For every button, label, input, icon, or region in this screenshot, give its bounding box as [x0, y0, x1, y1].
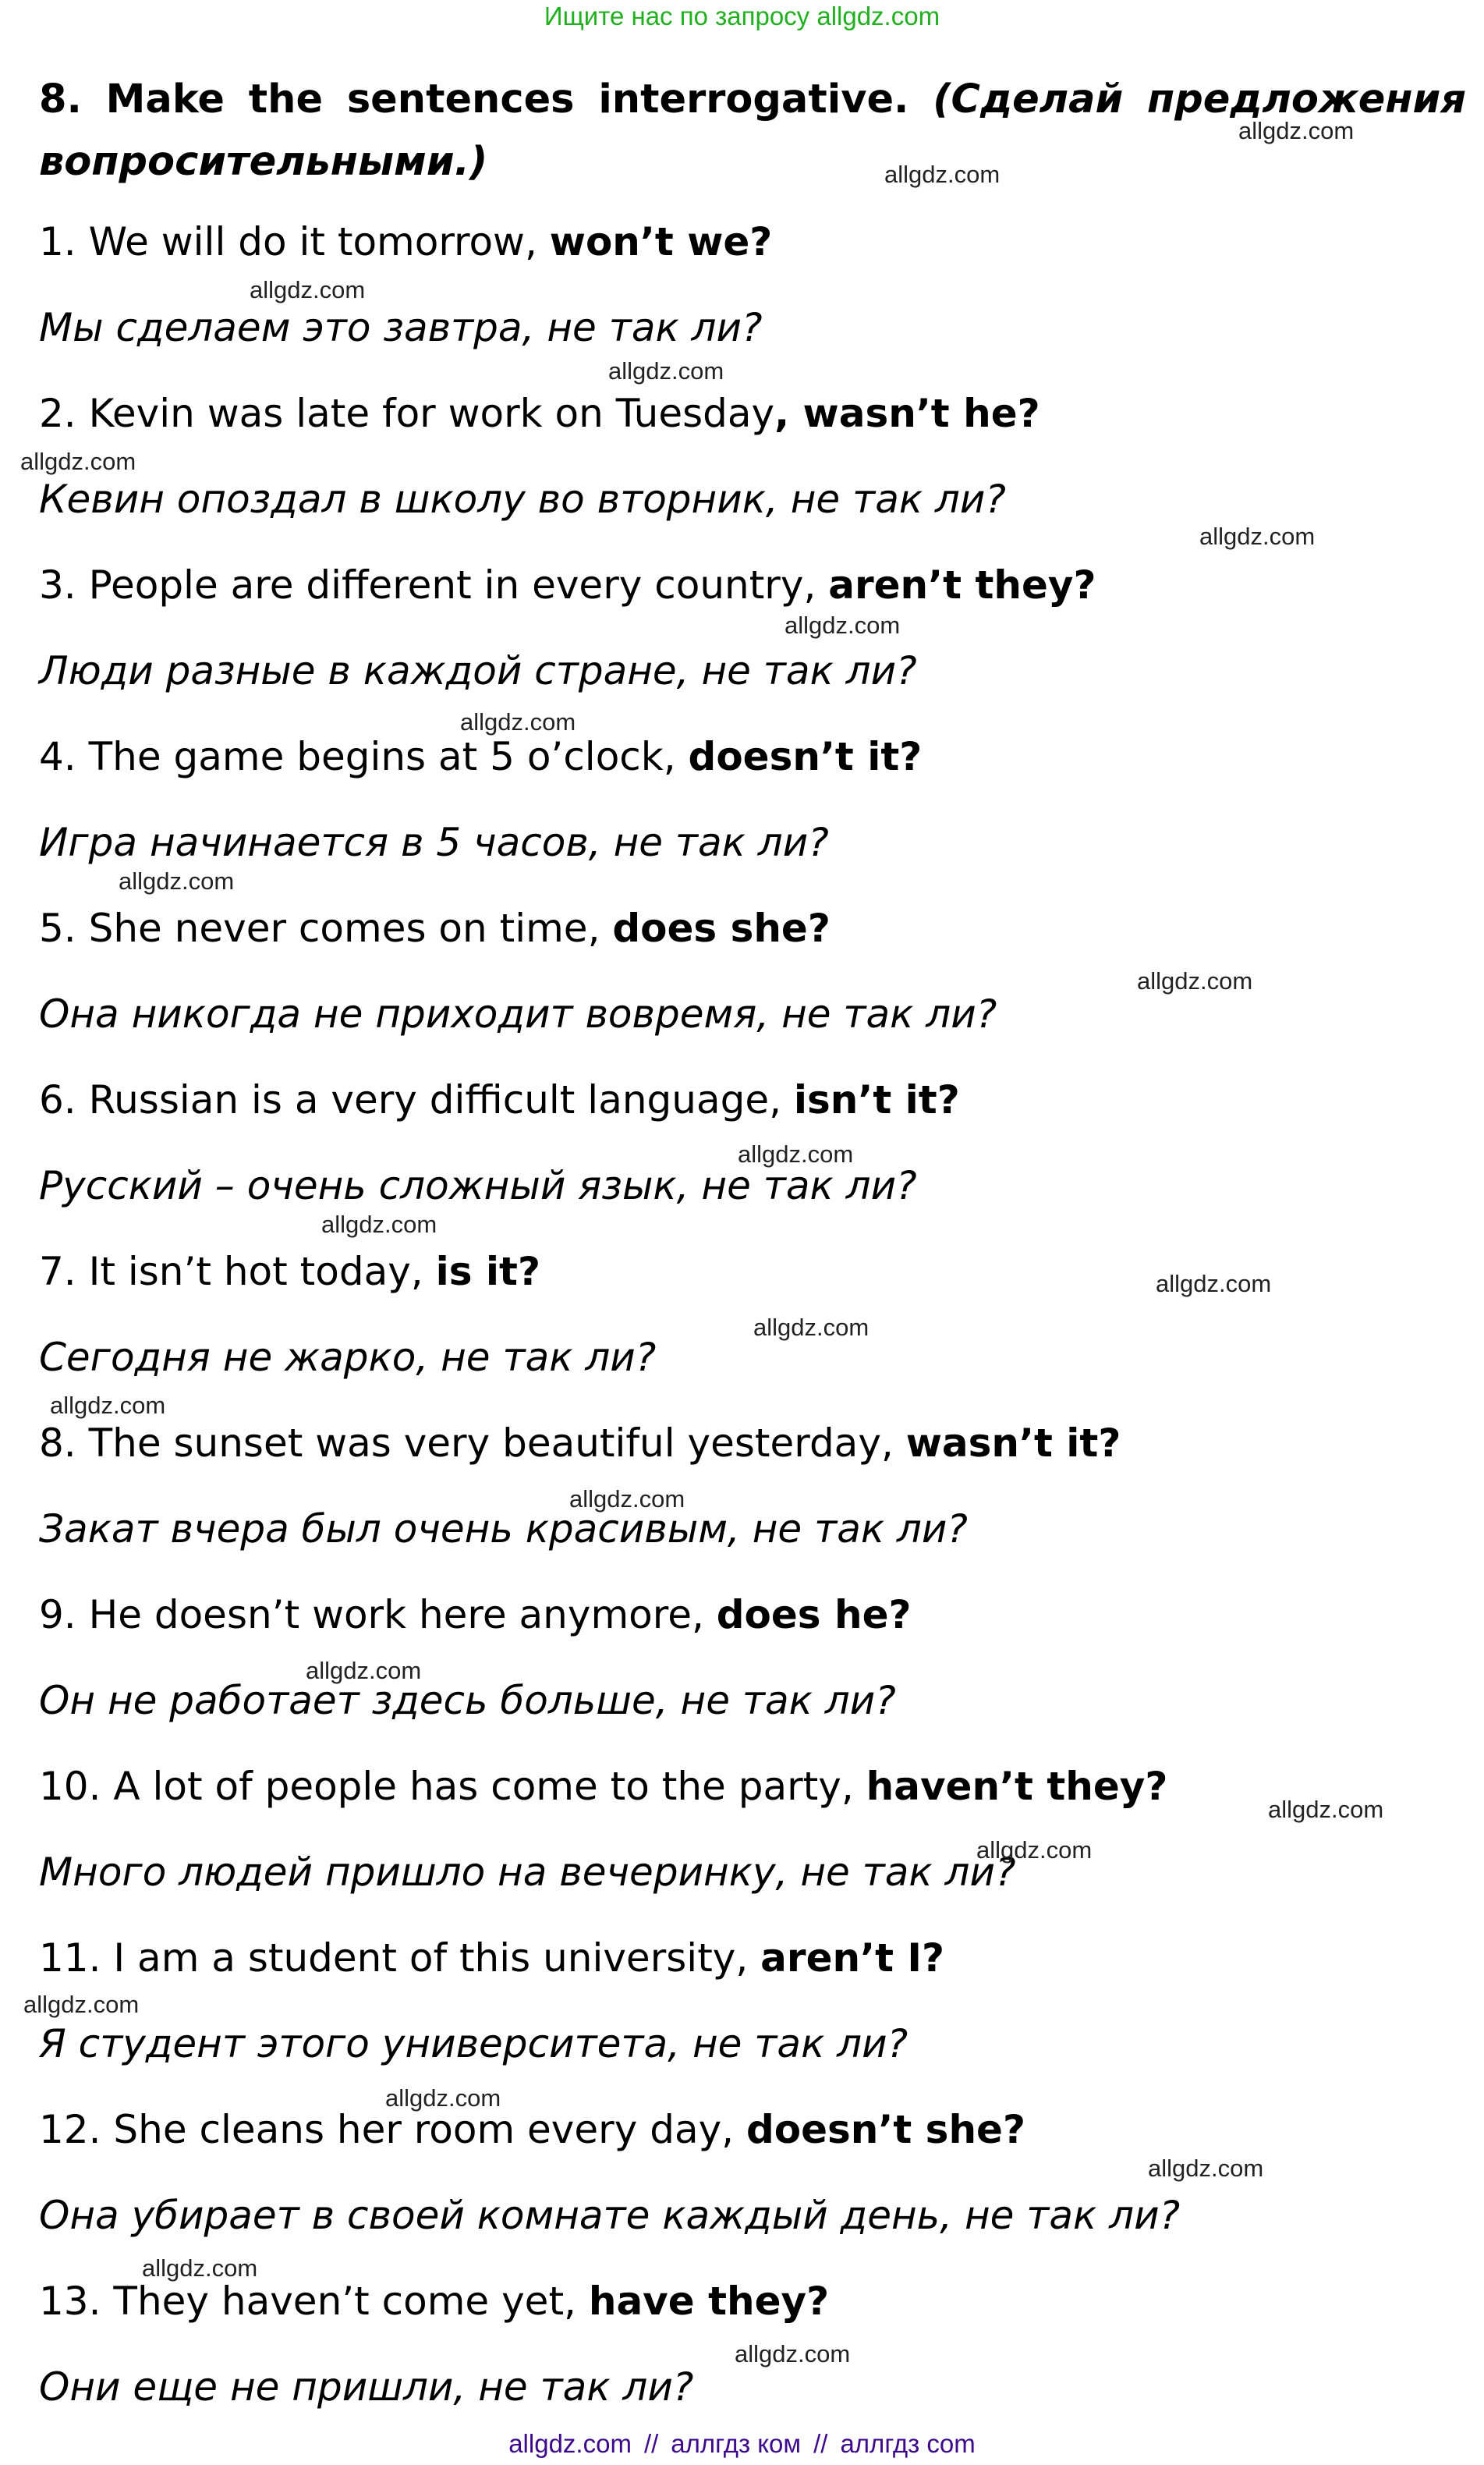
sentence-10 — [39, 1761, 1167, 1811]
sentence-4-text: 4. The game begins at 5 o’clock, — [39, 734, 689, 779]
sentence-12 — [39, 2105, 1025, 2155]
sentence-5-text: 5. She never comes on time, — [39, 906, 613, 951]
translation-5: Она никогда не приходит вовремя, не так ли? — [39, 991, 997, 1037]
sentence-2-tag: , wasn’t he? — [774, 391, 1040, 436]
watermark: allgdz.com — [385, 2084, 501, 2112]
watermark: allgdz.com — [250, 276, 366, 303]
sentence-3-text: 3. People are different in every country, — [39, 562, 829, 608]
exercise-instruction-ru: (Сделай предложения вопросительными.) — [39, 76, 1466, 185]
sentence-1 — [39, 217, 772, 267]
watermark: allgdz.com — [20, 448, 136, 475]
translation-1: Мы сделаем это завтра, не так ли? — [39, 305, 763, 350]
watermark: allgdz.com — [306, 1657, 422, 1684]
sentence-9 — [39, 1590, 911, 1640]
translation-12: Она убирает в своей комнате каждый день, не так ли? — [39, 2193, 1181, 2238]
sentence-13 — [39, 2276, 829, 2326]
translation-3: Люди разные в каждой стране, не так ли? — [39, 648, 917, 693]
watermark: allgdz.com — [1148, 2155, 1264, 2182]
footer-link-allgdz[interactable]: allgdz.com — [508, 2429, 632, 2458]
watermark: allgdz.com — [50, 1392, 166, 1419]
sentence-8-tag: wasn’t it? — [905, 1420, 1121, 1466]
sentence-11-text: 11. I am a student of this university, — [39, 1935, 761, 1981]
watermark: allgdz.com — [753, 1314, 870, 1341]
sentence-11-tag: aren’t I? — [760, 1935, 944, 1981]
sentence-11 — [39, 1933, 944, 1983]
sentence-5-tag: does she? — [612, 906, 831, 951]
footer-link-allgdz-kom[interactable]: аллгдз ком — [671, 2429, 802, 2458]
translation-4: Игра начинается в 5 часов, не так ли? — [39, 820, 829, 865]
watermark: allgdz.com — [460, 708, 576, 736]
sentence-6-text: 6. Russian is a very difficult language, — [39, 1077, 794, 1123]
translation-7: Сегодня не жарко, не так ли? — [39, 1335, 657, 1380]
sentence-8-text: 8. The sunset was very beautiful yesterday, — [39, 1420, 906, 1466]
sentence-6-tag: isn’t it? — [793, 1077, 960, 1123]
sentence-10-tag: haven’t they? — [866, 1764, 1168, 1809]
watermark: allgdz.com — [785, 612, 901, 639]
watermark: allgdz.com — [1156, 1270, 1272, 1297]
sentence-4-tag: doesn’t it? — [688, 734, 923, 779]
watermark: allgdz.com — [738, 1140, 854, 1168]
exercise-number: 8. — [39, 76, 82, 122]
watermark: allgdz.com — [142, 2254, 258, 2282]
watermark: allgdz.com — [1268, 1796, 1384, 1823]
watermark: allgdz.com — [735, 2340, 851, 2367]
translation-13: Они еще не пришли, не так ли? — [39, 2364, 694, 2410]
translation-6: Русский – очень сложный язык, не так ли? — [39, 1163, 917, 1208]
footer-links — [0, 2428, 1484, 2460]
sentence-8 — [39, 1418, 1121, 1468]
translation-8: Закат вчера был очень красивым, не так ли? — [39, 1506, 968, 1552]
sentence-2-text: 2. Kevin was late for work on Tuesday — [39, 391, 775, 436]
sentence-3-tag: aren’t they? — [828, 562, 1096, 608]
sentence-2 — [39, 388, 1040, 438]
exercise-instruction-en: Make the sentences interrogative. — [105, 76, 909, 122]
watermark: allgdz.com — [119, 867, 235, 895]
watermark: allgdz.com — [569, 1485, 685, 1513]
translation-2: Кевин опоздал в школу во вторник, не так ли? — [39, 477, 1006, 522]
watermark: allgdz.com — [976, 1836, 1093, 1864]
sentence-6 — [39, 1075, 960, 1125]
watermark: allgdz.com — [884, 161, 1001, 188]
sentence-4 — [39, 732, 922, 782]
watermark: allgdz.com — [23, 1991, 140, 2018]
sentence-7-tag: is it? — [435, 1249, 540, 1294]
footer-separator: // — [643, 2429, 659, 2458]
translation-10: Много людей пришло на вечеринку, не так ли? — [39, 1850, 1016, 1895]
watermark: allgdz.com — [1199, 523, 1316, 550]
sentence-10-text: 10. A lot of people has come to the party, — [39, 1764, 866, 1809]
sentence-1-text: 1. We will do it tomorrow, — [39, 219, 550, 264]
sentence-12-tag: doesn’t she? — [746, 2107, 1025, 2152]
top-promo-link[interactable]: Ищите нас по запросу allgdz.com — [544, 2, 940, 30]
sentence-7-text: 7. It isn’t hot today, — [39, 1249, 436, 1294]
watermark: allgdz.com — [1137, 967, 1253, 995]
sentence-3 — [39, 560, 1096, 610]
translation-11: Я студент этого университета, не так ли? — [39, 2021, 908, 2066]
sentence-7 — [39, 1247, 540, 1296]
sentence-13-text: 13. They haven’t come yet, — [39, 2279, 589, 2324]
watermark: allgdz.com — [1238, 117, 1355, 144]
sentence-12-text: 12. She cleans her room every day, — [39, 2107, 746, 2152]
sentence-9-text: 9. He doesn’t work here anymore, — [39, 1592, 717, 1637]
watermark: allgdz.com — [321, 1211, 437, 1238]
watermark: allgdz.com — [608, 357, 724, 385]
sentence-13-tag: have they? — [588, 2279, 830, 2324]
footer-link-allgdz-com[interactable]: аллгдз com — [840, 2429, 976, 2458]
sentence-5 — [39, 903, 831, 953]
sentence-9-tag: does he? — [716, 1592, 912, 1637]
sentence-1-tag: won’t we? — [549, 219, 773, 264]
footer-separator: // — [813, 2429, 828, 2458]
translation-9: Он не работает здесь больше, не так ли? — [39, 1678, 896, 1723]
